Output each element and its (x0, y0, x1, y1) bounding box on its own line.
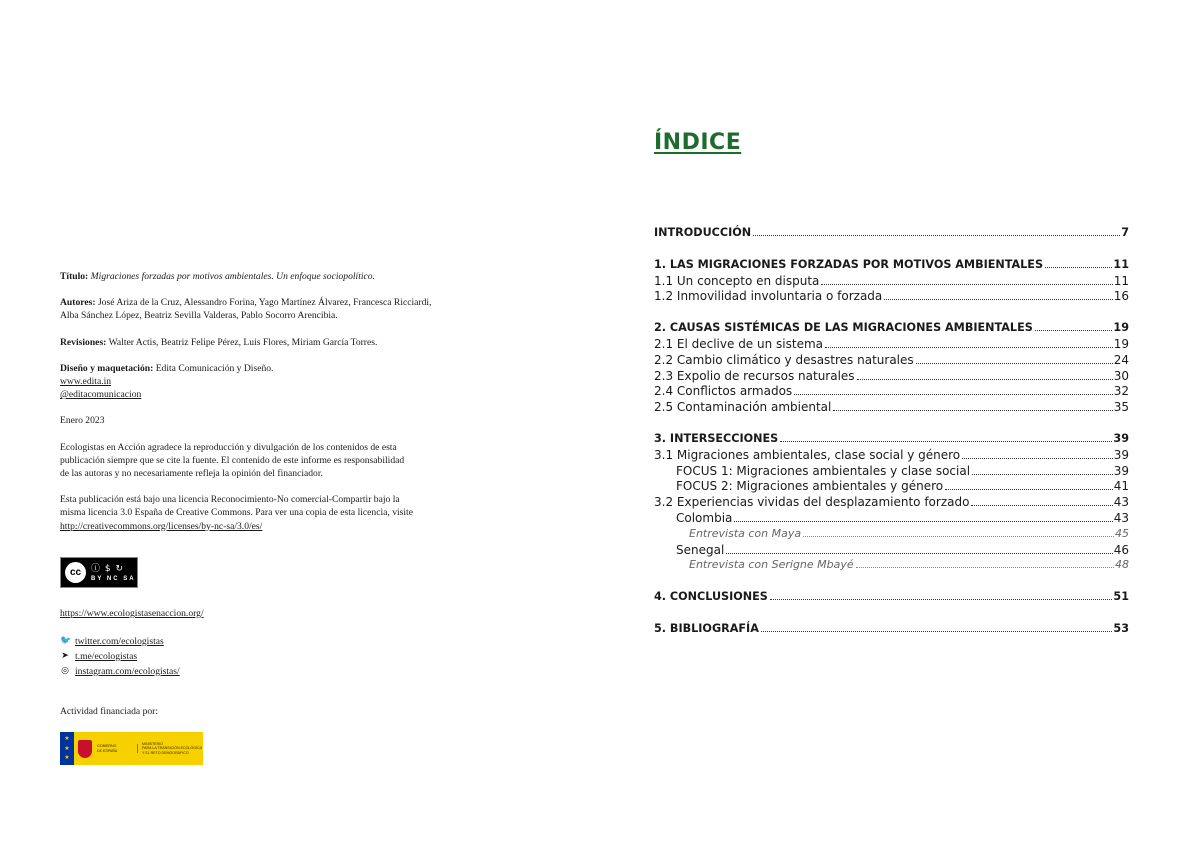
toc-entry[interactable] (654, 511, 1129, 527)
license-notice (60, 493, 440, 533)
telegram-link[interactable]: t.me/ecologistas (75, 651, 138, 662)
cc-logo-icon: cc (65, 562, 86, 583)
toc-leader (726, 553, 1112, 554)
toc-label: 2.2 Cambio climático y desastres naturales (654, 352, 914, 367)
toc-page-number: 43 (1113, 495, 1129, 510)
toc-entry[interactable] (654, 464, 1129, 480)
toc-gap (654, 574, 1129, 590)
toc-entry[interactable] (654, 274, 1129, 290)
toc-page-number: 46 (1113, 542, 1129, 557)
toc-gap (654, 305, 1129, 321)
government-logo (60, 732, 203, 765)
toc-gap (654, 416, 1129, 432)
revisions-label: Revisiones: (60, 336, 107, 348)
toc-page-number: 51 (1113, 590, 1129, 604)
license-link[interactable]: http://creativecommons.org/licenses/by-nc-sa/3.0/es/ (60, 520, 263, 532)
ministry-name (138, 742, 202, 755)
toc-page-number: 53 (1113, 621, 1129, 635)
toc-label: INTRODUCCIÓN (654, 226, 752, 239)
date: Enero 2023 (60, 415, 105, 427)
title-credit (60, 270, 440, 283)
social-links (60, 634, 180, 679)
toc-page-number: 24 (1113, 352, 1129, 367)
credits-block (60, 270, 440, 546)
toc-entry[interactable] (654, 384, 1129, 400)
toc-label: 1.1 Un concepto en disputa (654, 273, 820, 288)
authors-line: José Ariza de la Cruz, Alessandro Forina, Yago Martínez Álvarez, Francesca Ricciardi, (97, 297, 432, 309)
toc-leader (856, 567, 1114, 568)
funded-by-label: Actividad financiada por: (60, 706, 159, 717)
telegram-icon: ➤ (61, 651, 69, 661)
notice-line: publicación siempre que se cite la fuente. El contenido de este informe es responsabilidad (60, 454, 405, 466)
toc-label: 2. CAUSAS SISTÉMICAS DE LAS MIGRACIONES AMBIENTALES (654, 321, 1033, 335)
toc-chapter[interactable] (654, 622, 1129, 638)
authors-line: Alba Sánchez López, Beatriz Sevilla Valderas, Pablo Socorro Arencibia. (60, 310, 338, 322)
eu-flag-icon: ★ ★ ★ (60, 732, 74, 765)
toc-chapter[interactable] (654, 226, 1129, 242)
license-line: Esta publicación está bajo una licencia Reconocimiento-No comercial-Compartir bajo la (60, 494, 400, 506)
toc-page-number: 16 (1113, 289, 1129, 304)
toc-leader (794, 394, 1113, 395)
toc-page-number: 7 (1121, 226, 1129, 239)
gov-name (97, 744, 138, 752)
toc-leader (753, 235, 1120, 236)
toc-label: Entrevista con Maya (689, 526, 802, 540)
toc-label: 3.2 Experiencias vividas del desplazamiento forzado (654, 495, 970, 510)
notice-line: Ecologistas en Acción agradece la reproducción y divulgación de los contenidos de esta (60, 441, 397, 453)
instagram-icon: ◎ (61, 666, 69, 676)
toc-label: 2.1 El declive de un sistema (654, 336, 824, 351)
design-label: Diseño y maquetación: (60, 362, 154, 374)
toc-page-number: 11 (1113, 273, 1129, 288)
creative-commons-badge (60, 557, 138, 588)
twitter-link[interactable]: twitter.com/ecologistas (75, 636, 164, 647)
toc-entry[interactable] (654, 527, 1129, 543)
toc-label: 5. BIBLIOGRAFÍA (654, 621, 759, 635)
toc-label: 2.5 Contaminación ambiental (654, 400, 832, 415)
revisions-value: Walter Actis, Beatriz Felipe Pérez, Luis Flores, Miriam García Torres. (108, 336, 378, 348)
toc-leader (825, 347, 1113, 348)
gov-line: DE ESPAÑA (97, 748, 118, 753)
revisions-credit (60, 336, 440, 349)
table-of-contents (654, 226, 1129, 638)
toc-leader (833, 410, 1112, 411)
authors-credit (60, 296, 440, 322)
social-row[interactable] (60, 634, 180, 649)
toc-label: 1. LAS MIGRACIONES FORZADAS POR MOTIVOS AMBIENTALES (654, 257, 1044, 271)
toc-entry[interactable] (654, 479, 1129, 495)
toc-leader (857, 379, 1113, 380)
toc-page-number: 48 (1115, 558, 1129, 572)
reproduction-notice (60, 441, 440, 481)
social-row[interactable] (60, 664, 180, 679)
toc-page-number: 39 (1113, 431, 1129, 445)
toc-gap (654, 606, 1129, 622)
cc-terms: BY NC SA (91, 576, 136, 582)
index-title: ÍNDICE (654, 130, 742, 155)
toc-leader (962, 458, 1113, 459)
toc-page-number: 32 (1113, 384, 1129, 399)
toc-entry[interactable] (654, 400, 1129, 416)
toc-page-number: 45 (1115, 526, 1129, 540)
toc-entry[interactable] (654, 558, 1129, 574)
toc-leader (1035, 330, 1113, 331)
toc-page-number: 41 (1113, 479, 1129, 494)
toc-entry[interactable] (654, 289, 1129, 305)
toc-leader (770, 599, 1113, 600)
toc-chapter[interactable] (654, 432, 1129, 448)
toc-page-number: 11 (1113, 257, 1129, 271)
toc-leader (972, 474, 1113, 475)
design-credit (60, 362, 440, 402)
toc-page-number: 39 (1113, 463, 1129, 478)
toc-chapter[interactable] (654, 590, 1129, 606)
toc-page-number: 30 (1113, 368, 1129, 383)
coat-of-arms-icon (78, 740, 92, 758)
toc-entry[interactable] (654, 337, 1129, 353)
toc-entry[interactable] (654, 353, 1129, 369)
toc-label: Colombia (676, 510, 733, 525)
toc-page-number: 19 (1113, 321, 1129, 335)
toc-entry[interactable] (654, 495, 1129, 511)
social-row[interactable] (60, 649, 180, 664)
title-label: Título: (60, 271, 89, 282)
toc-chapter[interactable] (654, 321, 1129, 337)
toc-leader (884, 299, 1112, 300)
ministry-line: PARA LA TRANSICIÓN ECOLÓGICA (142, 746, 202, 751)
toc-label: 4. CONCLUSIONES (654, 590, 768, 604)
toc-leader (734, 521, 1112, 522)
cc-license-icons: ⓘ $ ↻ (91, 564, 124, 574)
authors-label: Autores: (60, 297, 96, 309)
toc-label: Entrevista con Serigne Mbayé (689, 558, 854, 572)
toc-leader (916, 363, 1113, 364)
gov-line: GOBIERNO (97, 744, 117, 749)
toc-page-number: 43 (1113, 510, 1129, 525)
instagram-link[interactable]: instagram.com/ecologistas/ (75, 666, 180, 677)
design-value: Edita Comunicación y Diseño. (155, 362, 274, 374)
toc-leader (945, 489, 1113, 490)
website-link[interactable]: https://www.ecologistasenaccion.org/ (60, 608, 204, 619)
toc-label: 3.1 Migraciones ambientales, clase social y género (654, 447, 961, 462)
toc-leader (761, 631, 1113, 632)
license-line: misma licencia 3.0 España de Creative Commons. Para ver una copia de esta licencia, visite (60, 507, 413, 519)
toc-label: 1.2 Inmovilidad involuntaria o forzada (654, 289, 883, 304)
toc-label: FOCUS 2: Migraciones ambientales y género (676, 479, 944, 494)
ministry-line: MINISTERIO (142, 742, 163, 747)
toc-leader (1045, 267, 1112, 268)
toc-label: 2.3 Expolio de recursos naturales (654, 368, 855, 383)
toc-label: FOCUS 1: Migraciones ambientales y clase social (676, 463, 971, 478)
toc-label: 2.4 Conflictos armados (654, 384, 793, 399)
toc-leader (821, 284, 1112, 285)
design-social-link[interactable]: @editacomunicacion (60, 389, 142, 401)
title-value: Migraciones forzadas por motivos ambientales. Un enfoque sociopolítico. (90, 271, 375, 282)
toc-chapter[interactable] (654, 258, 1129, 274)
toc-page-number: 39 (1113, 447, 1129, 462)
ministry-line: Y EL RETO DEMOGRÁFICO (142, 750, 189, 755)
twitter-icon: 🐦 (60, 636, 72, 646)
notice-line: de las autoras y no necesariamente refleja la opinión del financiador. (60, 468, 323, 480)
toc-label: 3. INTERSECCIONES (654, 431, 779, 445)
toc-entry[interactable] (654, 543, 1129, 559)
toc-leader (780, 441, 1112, 442)
toc-gap (654, 242, 1129, 258)
toc-page-number: 35 (1113, 400, 1129, 415)
toc-leader (803, 536, 1114, 537)
design-web-link[interactable]: www.edita.in (60, 376, 112, 388)
toc-leader (971, 505, 1112, 506)
toc-page-number: 19 (1113, 336, 1129, 351)
toc-entry[interactable] (654, 448, 1129, 464)
toc-label: Senegal (676, 542, 725, 557)
toc-entry[interactable] (654, 369, 1129, 385)
